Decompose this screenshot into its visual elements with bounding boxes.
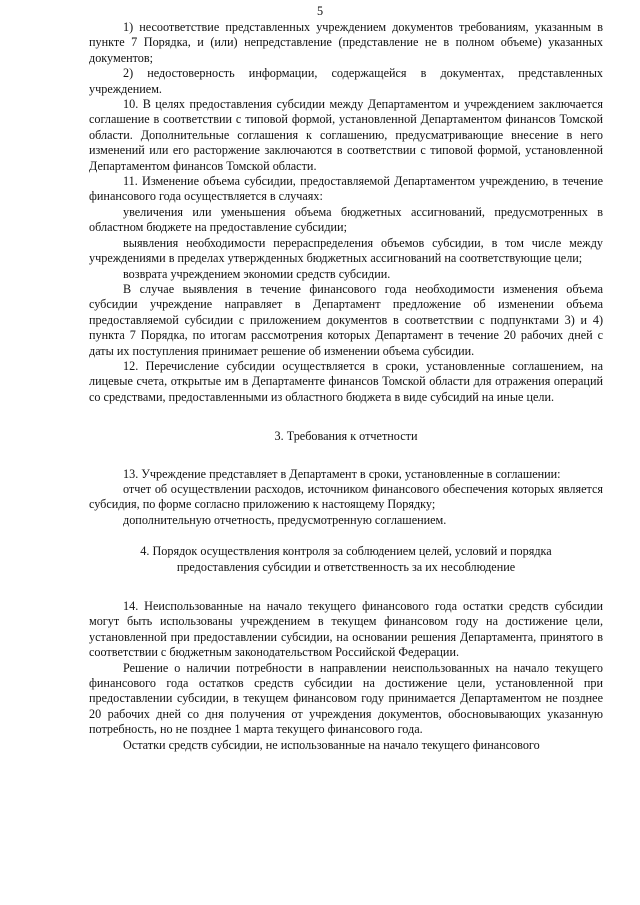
paragraph-11: 11. Изменение объема субсидии, предоставляемой Департаментом учреждению, в течение финансового года осуществляется в случаях: [89,174,603,204]
paragraph-11-case-a: увеличения или уменьшения объема бюджетных ассигнований, предусмотренных в областном бюджете на предоставление субсидии; [89,204,603,235]
paragraph-11-procedure: В случае выявления в течение финансового года необходимости изменения объема субсидии учреждение направляет в Департамент предложение об изменении объема предоставляемой субсидии с приложением документов в соответствии с подпунктами 3) и 4) пункта 7 Порядка, по итогам рассмотрения которых Департамент в течение 20 рабочих дней с даты их поступления принимает решение об изменении объема субсидии. [89,281,603,358]
paragraph-11-case-b: выявления необходимости перераспределения объемов субсидии, в том числе между учреждениями в пределах утвержденных бюджетных ассигнований на соответствующие цели; [89,235,603,266]
section-3-heading: 3. Требования к отчетности [274,429,418,444]
paragraph-14-remainders: Остатки средств субсидии, не использованные на начало текущего финансового [123,737,540,752]
document-body [89,20,603,753]
paragraph-13-report: отчет об осуществлении расходов, источником финансового обеспечения которых является субсидия, по форме согласно приложению к настоящему Порядку; [89,481,603,512]
paragraph-14-decision: Решение о наличии потребности в направлении неиспользованных на начало текущего финансового года остатков средств субсидии на достижение цели, установленной при предоставлении субсидии, в текущем финансовом году принимается Департаментом не позднее 20 рабочих дней со дня получения от учреждения документов, обосновывающих указанную потребность, но не позднее 1 марта текущего финансового года. [89,660,603,737]
section-4-heading-line-2: предоставления субсидии и ответственность за их несоблюдение [176,559,516,574]
section-4-heading-line-1: 4. Порядок осуществления контроля за соблюдением целей, условий и порядка [140,544,552,559]
page-number: 5 [316,4,324,18]
paragraph-item-2: 2) недостоверность информации, содержащейся в документах, представленных учреждением. [89,66,603,96]
paragraph-14: 14. Неиспользованные на начало текущего финансового года остатки средств субсидии могут быть использованы учреждением в текущем финансовом году на достижение цели, установленной при предоставлении субсидии, на основании решения Департамента, принятого в соответствии с бюджетным законодательством Российской Федерации. [89,599,603,660]
paragraph-13: 13. Учреждение представляет в Департамент в сроки, установленные в соглашении: [123,466,561,481]
paragraph-10: 10. В целях предоставления субсидии между Департаментом и учреждением заключается соглашение в соответствии с типовой формой, установленной Департаментом финансов Томской области. Дополнительные соглашения к соглашению, предусматривающие внесение в него изменений или его расторжение заключаются в соответствии с типовой формой, установленной Департаментом финансов Томской области. [89,97,603,173]
paragraph-13-additional: дополнительную отчетность, предусмотренную соглашением. [123,512,447,527]
paragraph-12: 12. Перечисление субсидии осуществляется в сроки, установленные соглашением, на лицевые счета, открытые им в Департаменте финансов Томской области для отражения операций со средствами, предоставленными из областного бюджета в виде субсидий на иные цели. [89,358,603,404]
section-4-heading [89,544,603,575]
paragraph-11-case-c: возврата учреждением экономии средств субсидии. [123,266,391,281]
paragraph-item-1: 1) несоответствие представленных учреждением документов требованиям, указанным в пункте 7 Порядка, и (или) непредставление (представление не в полном объеме) указанных документов; [89,20,603,65]
